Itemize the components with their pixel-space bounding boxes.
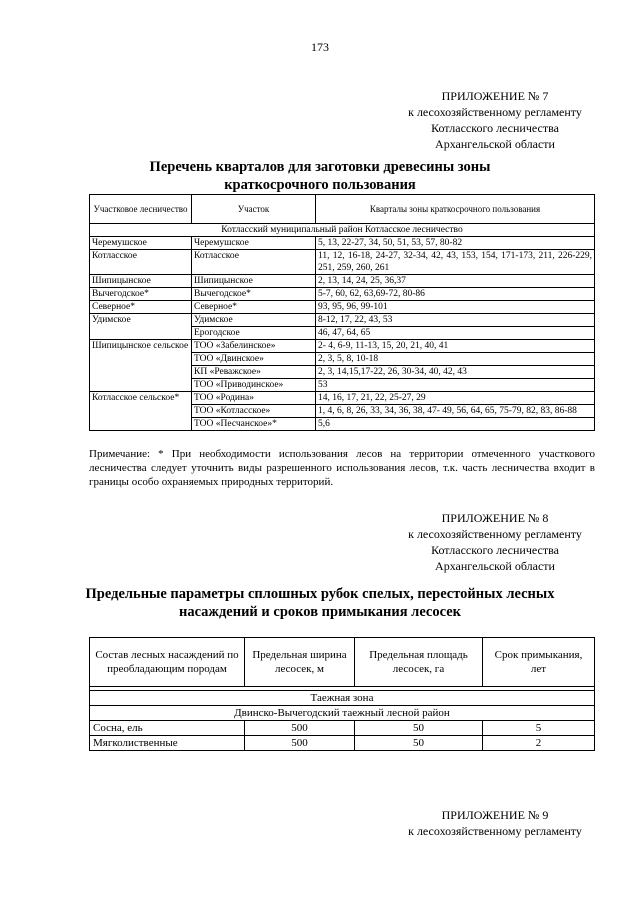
cell-quarters: 5-7, 60, 62, 63,69-72, 80-86 <box>316 288 595 301</box>
table-header-row <box>90 638 595 687</box>
table-row <box>90 721 595 736</box>
page-number: 173 <box>311 40 329 54</box>
cell-species: Мягколиственные <box>90 736 245 751</box>
cell-forestry: Северное* <box>90 301 192 314</box>
cell-forestry: Шипицынское <box>90 275 192 288</box>
cell-quarters: 11, 12, 16-18, 24-27, 32-34, 42, 43, 153, 154, 171-173, 211, 226-229, 251, 259, 260, 261 <box>316 250 595 275</box>
table-2-title-line1: Предельные параметры сплошных рубок спелых, перестойных лесных <box>85 586 555 602</box>
cell-quarters: 8-12, 17, 22, 43, 53 <box>316 314 595 327</box>
table-row <box>90 250 595 275</box>
appendix-8-region: Архангельской области <box>435 559 555 573</box>
cell-plot: ТОО «Приводинское» <box>192 379 316 392</box>
cell-width: 500 <box>245 721 355 736</box>
cell-forestry: Котласское сельское* <box>90 392 192 431</box>
appendix-9-ref: к лесохозяйственному регламенту <box>408 824 582 838</box>
table-2-title-line2: насаждений и сроков примыкания лесосек <box>178 604 462 620</box>
cell-forestry: Вычегодское* <box>90 288 192 301</box>
appendix-7-region: Архангельской области <box>435 137 555 151</box>
appendix-7-forestry: Котласского лесничества <box>431 121 559 135</box>
cell-quarters: 14, 16, 17, 21, 22, 25-27, 29 <box>316 392 595 405</box>
cell-quarters: 2, 3, 5, 8, 10-18 <box>316 353 595 366</box>
cell-quarters: 1, 4, 6, 8, 26, 33, 34, 36, 38, 47- 49, 56, 64, 65, 75-79, 82, 83, 86-88 <box>316 405 595 418</box>
cell-plot: ТОО «Котласское» <box>192 405 316 418</box>
header-width: Предельная ширина лесосек, м <box>245 638 355 687</box>
header-term: Срок примыкания, лет <box>483 638 595 687</box>
cell-plot: Ерогодское <box>192 327 316 340</box>
cell-quarters: 2, 3, 14,15,17-22, 26, 30-34, 40, 42, 43 <box>316 366 595 379</box>
region-row <box>90 706 595 721</box>
appendix-8-forestry: Котласского лесничества <box>431 543 559 557</box>
clearcut-parameters-table <box>89 637 595 751</box>
cell-quarters: 53 <box>316 379 595 392</box>
table-row <box>90 736 595 751</box>
appendix-8-number: ПРИЛОЖЕНИЕ № 8 <box>441 511 549 525</box>
table-1-title <box>60 158 580 194</box>
district-row <box>90 224 595 237</box>
table-header-row <box>90 195 595 224</box>
cell-species: Сосна, ель <box>90 721 245 736</box>
table-row <box>90 314 595 327</box>
cell-quarters: 2- 4, 6-9, 11-13, 15, 20, 21, 40, 41 <box>316 340 595 353</box>
table-1-title-line2: краткосрочного пользования <box>224 177 416 193</box>
table-row <box>90 301 595 314</box>
table-row <box>90 237 595 250</box>
appendix-9-heading <box>395 807 595 839</box>
cell-forestry: Черемушское <box>90 237 192 250</box>
appendix-9-number: ПРИЛОЖЕНИЕ № 9 <box>441 808 549 822</box>
cell-plot: Котласское <box>192 250 316 275</box>
cell-forestry: Удимское <box>90 314 192 340</box>
cell-plot: КП «Реважское» <box>192 366 316 379</box>
header-quarters: Кварталы зоны краткосрочного пользования <box>316 195 595 224</box>
cell-plot: ТОО «Песчанское»* <box>192 418 316 431</box>
zone-row <box>90 691 595 706</box>
table-1-title-line1: Перечень кварталов для заготовки древесины зоны <box>149 159 491 175</box>
table-row <box>90 275 595 288</box>
appendix-7-number: ПРИЛОЖЕНИЕ № 7 <box>441 89 549 103</box>
zone-name: Таежная зона <box>90 691 595 706</box>
cell-area: 50 <box>355 721 483 736</box>
cell-area: 50 <box>355 736 483 751</box>
cell-plot: Удимское <box>192 314 316 327</box>
region-name: Двинско-Вычегодский таежный лесной район <box>90 706 595 721</box>
table-row <box>90 340 595 353</box>
cell-plot: Черемушское <box>192 237 316 250</box>
cell-quarters: 5,6 <box>316 418 595 431</box>
cell-quarters: 46, 47, 64, 65 <box>316 327 595 340</box>
cell-quarters: 5, 13, 22-27, 34, 50, 51, 53, 57, 80-82 <box>316 237 595 250</box>
table-row <box>90 392 595 405</box>
appendix-7-heading <box>395 88 595 152</box>
header-plot: Участок <box>192 195 316 224</box>
cell-plot: Северное* <box>192 301 316 314</box>
quarters-table <box>89 194 595 431</box>
table-1-note: Примечание: * При необходимости использования лесов на территории отмеченного участкового лесничества следует уточнить виды разрешенного использования лесов, т.к. часть лесничества входит в границы особо охраняемых природных территорий. <box>89 448 595 488</box>
header-forestry: Участковое лесничество <box>90 195 192 224</box>
cell-plot: Шипицынское <box>192 275 316 288</box>
appendix-8-ref: к лесохозяйственному регламенту <box>408 527 582 541</box>
cell-quarters: 2, 13, 14, 24, 25, 36,37 <box>316 275 595 288</box>
appendix-8-heading <box>395 510 595 574</box>
header-species: Состав лесных насаждений по преобладающим породам <box>90 638 245 687</box>
cell-term: 5 <box>483 721 595 736</box>
cell-forestry: Шипицынское сельское <box>90 340 192 392</box>
cell-quarters: 93, 95, 96, 99-101 <box>316 301 595 314</box>
cell-width: 500 <box>245 736 355 751</box>
cell-term: 2 <box>483 736 595 751</box>
district-name: Котласский муниципальный район Котласское лесничество <box>90 224 595 237</box>
cell-plot: ТОО «Родина» <box>192 392 316 405</box>
header-area: Предельная площадь лесосек, га <box>355 638 483 687</box>
cell-plot: Вычегодское* <box>192 288 316 301</box>
table-row <box>90 288 595 301</box>
cell-plot: ТОО «Забелинское» <box>192 340 316 353</box>
cell-plot: ТОО «Двинское» <box>192 353 316 366</box>
appendix-7-ref: к лесохозяйственному регламенту <box>408 105 582 119</box>
cell-forestry: Котласское <box>90 250 192 275</box>
table-2-title <box>55 585 585 621</box>
